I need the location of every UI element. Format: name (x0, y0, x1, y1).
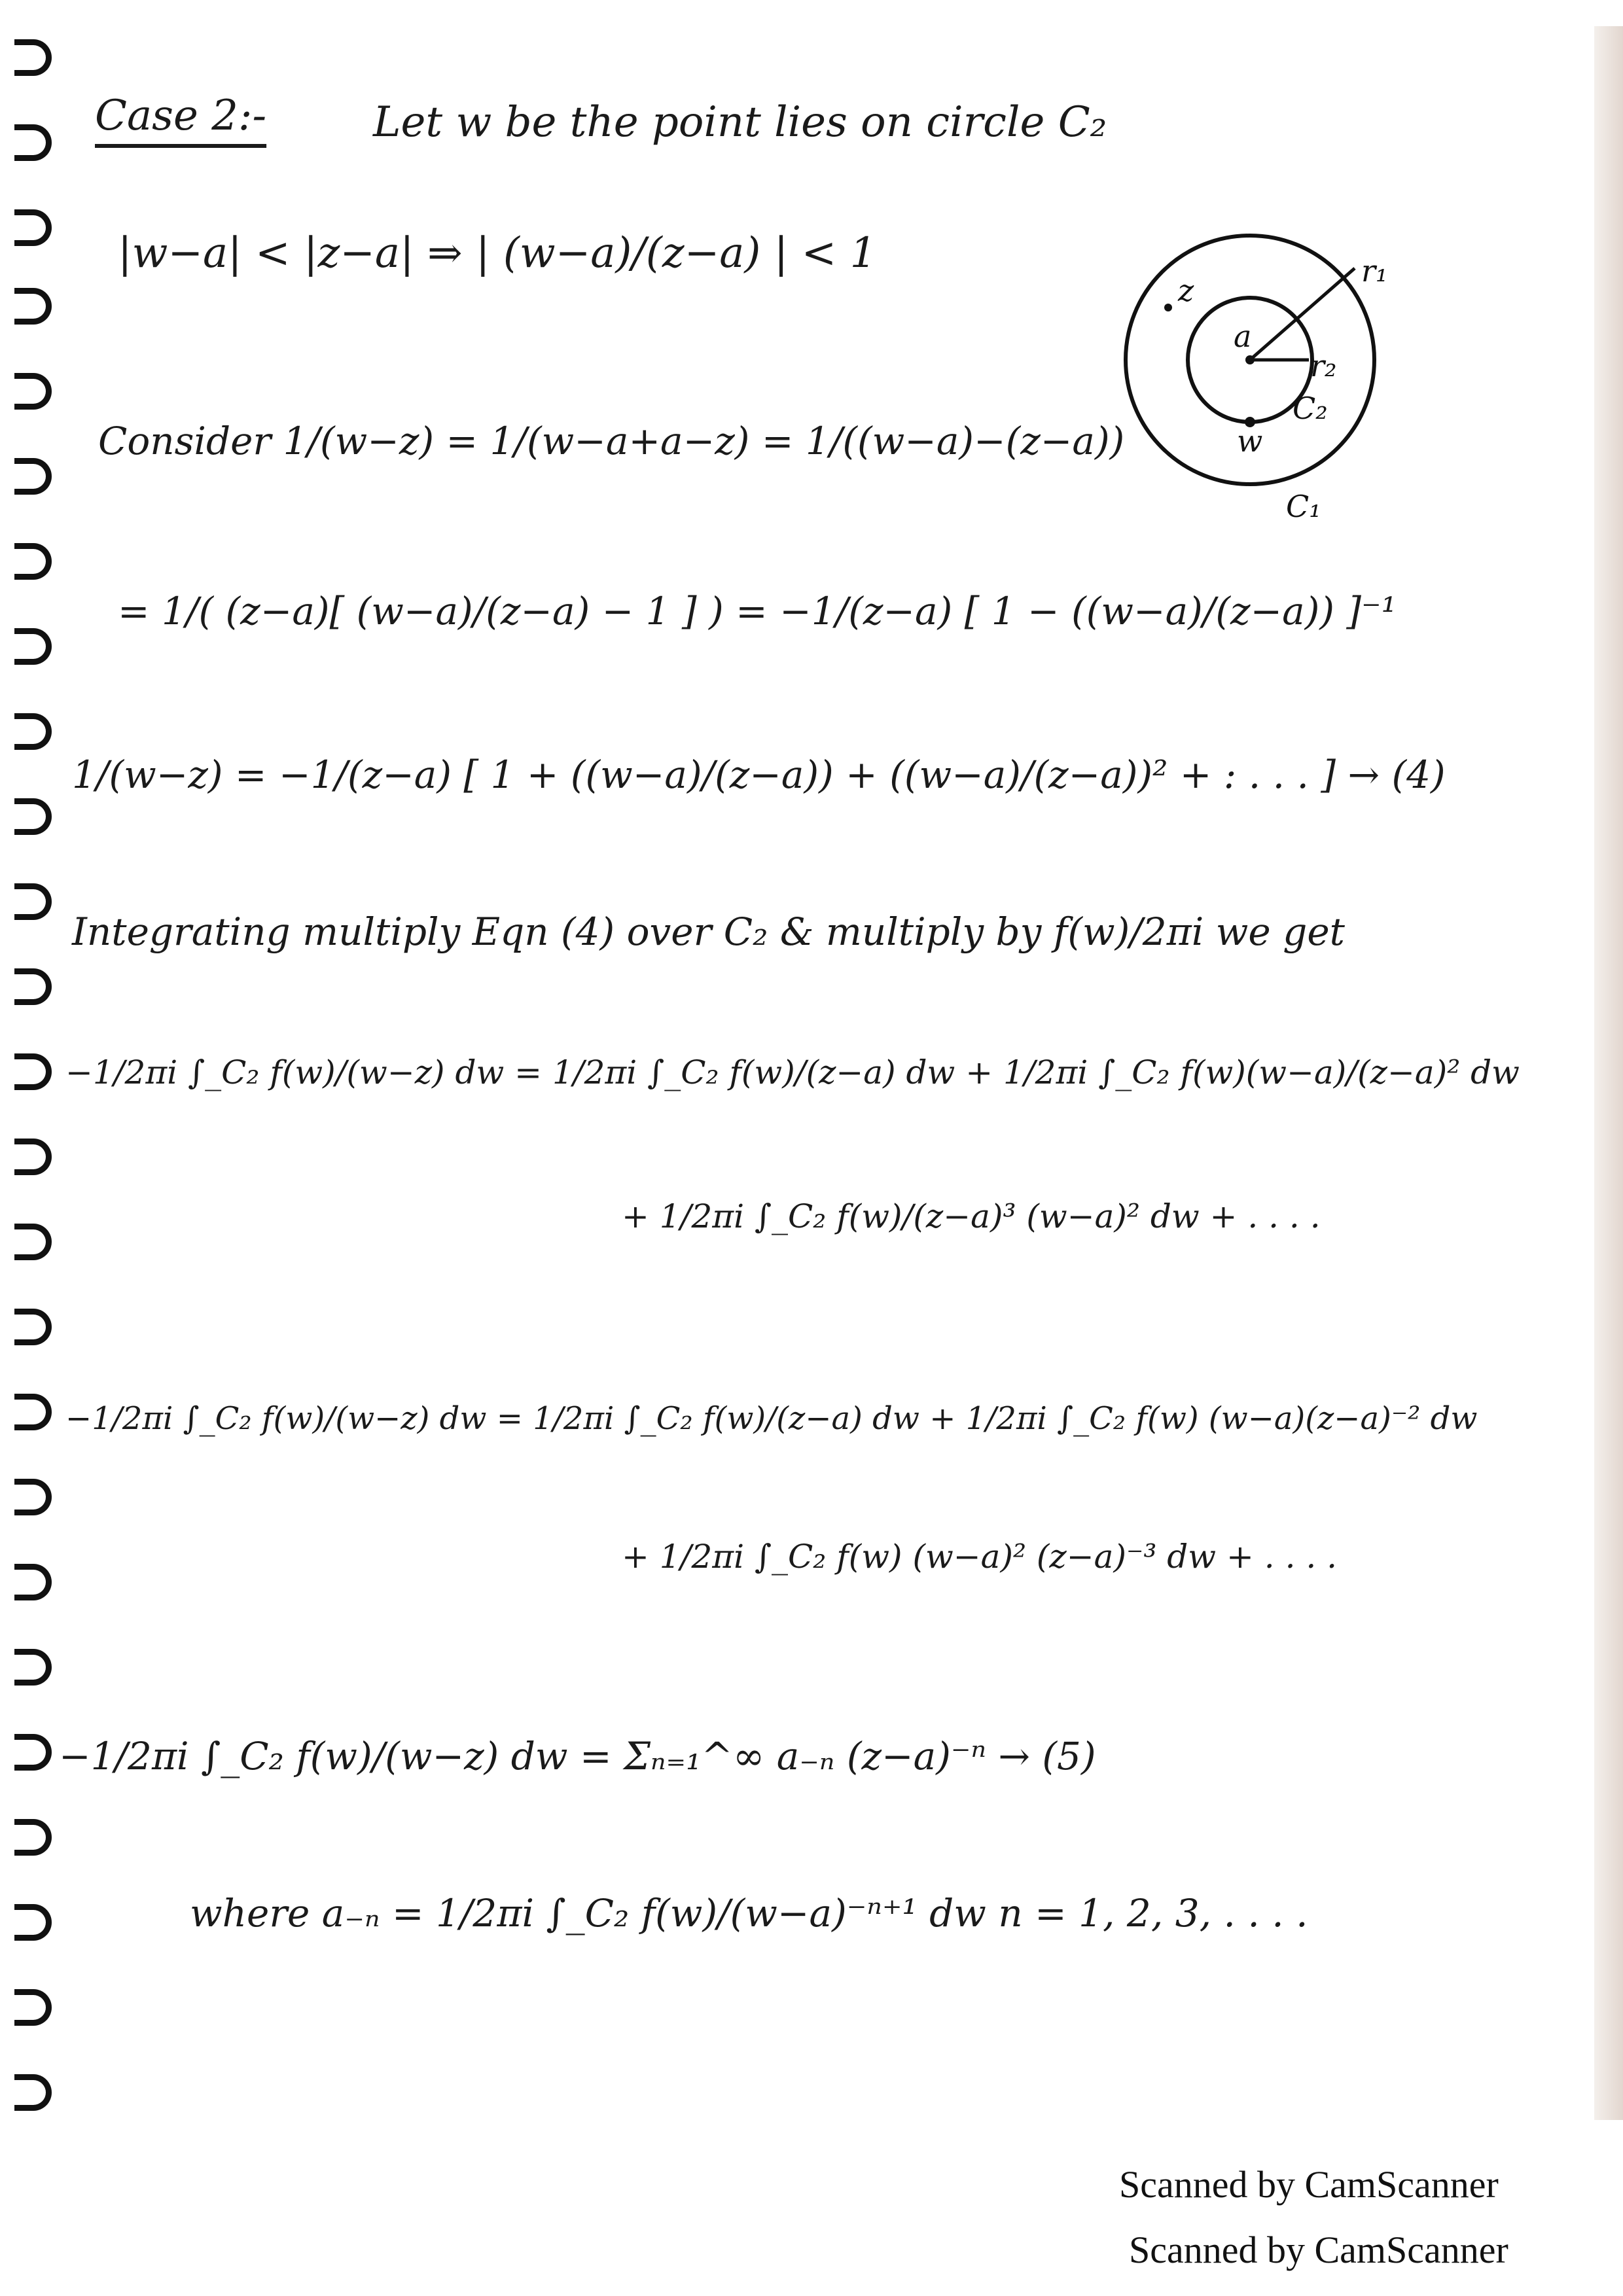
label-r2: r₂ (1310, 348, 1337, 383)
label-w: w (1237, 423, 1263, 459)
label-z: z (1178, 273, 1194, 308)
case-heading: Case 2:- (95, 92, 267, 140)
integral-line-1-cont: + 1/2πi ∫_C₂ f(w)/(z−a)³ (w−a)² dw + . . . . (622, 1197, 1321, 1235)
rewrite-line: = 1/( (z−a)[ (w−a)/(z−a) − 1 ] ) = −1/(z−a) [ 1 − ((w−a)/(z−a)) ]⁻¹ (118, 589, 1397, 633)
intro-text: Let w be the point lies on circle C₂ (373, 98, 1107, 147)
label-c2: C₂ (1293, 391, 1328, 426)
integral-line-2: −1/2πi ∫_C₂ f(w)/(w−z) dw = 1/2πi ∫_C₂ f(w)/(z−a) dw + 1/2πi ∫_C₂ f(w) (w−a)(z−a)⁻² dw (65, 1400, 1478, 1437)
inequality-line: |w−a| < |z−a| ⇒ | (w−a)/(z−a) | < 1 (118, 229, 877, 277)
coefficient-definition: where a₋ₙ = 1/2πi ∫_C₂ f(w)/(w−a)⁻ⁿ⁺¹ dw n = 1, 2, 3, . . . . (190, 1891, 1308, 1935)
circles-diagram (1099, 222, 1440, 523)
integrating-text: Integrating multiply Eqn (4) over C₂ & multiply by f(w)/2πi we get (72, 910, 1345, 954)
page-edge-shadow (1594, 26, 1623, 2120)
integral-line-1: −1/2πi ∫_C₂ f(w)/(w−z) dw = 1/2πi ∫_C₂ f(w)/(z−a) dw + 1/2πi ∫_C₂ f(w)(w−a)/(z−a)² dw (65, 1053, 1520, 1091)
camscanner-watermark: Scanned by CamScanner (1119, 2163, 1499, 2206)
camscanner-watermark-2: Scanned by CamScanner (1129, 2229, 1508, 2271)
integral-line-2-cont: + 1/2πi ∫_C₂ f(w) (w−a)² (z−a)⁻³ dw + . . . . (622, 1538, 1338, 1576)
label-r1: r₁ (1361, 253, 1388, 289)
expansion-eq4: 1/(w−z) = −1/(z−a) [ 1 + ((w−a)/(z−a)) + ((w−a)/(z−a))² + : . . . ] → (4) (72, 752, 1446, 797)
series-eq5: −1/2πi ∫_C₂ f(w)/(w−z) dw = Σₙ₌₁^∞ a₋ₙ (z−a)⁻ⁿ → (5) (59, 1734, 1096, 1778)
label-a: a (1234, 319, 1252, 354)
consider-line: Consider 1/(w−z) = 1/(w−a+a−z) = 1/((w−a)−(z−a)) (98, 419, 1125, 463)
label-c1: C₁ (1286, 489, 1321, 523)
